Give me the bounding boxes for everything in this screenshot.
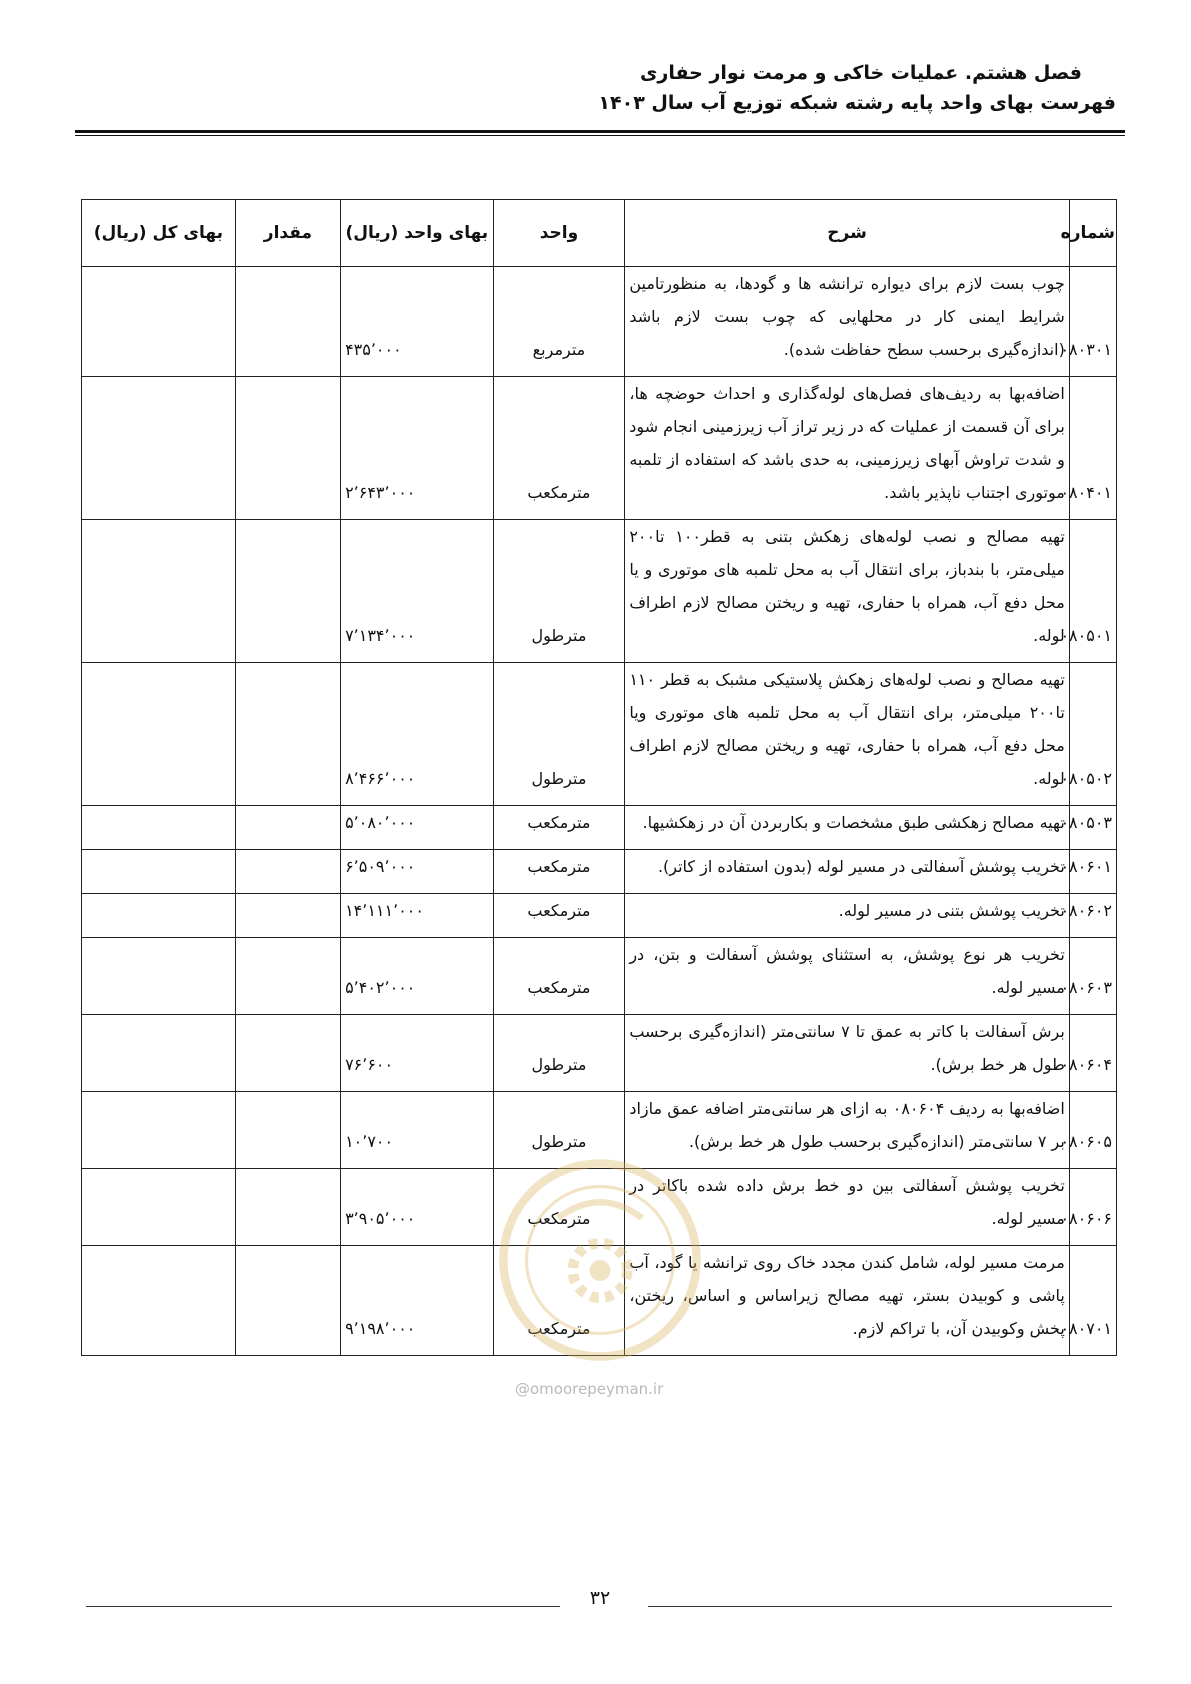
item-description: چوب بست لازم برای دیواره ترانشه ها و گودها، به منظورتامین شرایط ایمنی کار در محلهایی که چوب بست لازم باشد (اندازه‌گیری برحسب سطح حفاظت شده). [625, 267, 1070, 377]
item-description: اضافه‌بها به ردیف ۰۸۰۶۰۴ به ازای هر سانتی‌متر اضافه عمق مازاد بر ۷ سانتی‌متر (اندازه‌گیری برحسب طول هر خط برش). [625, 1092, 1070, 1169]
item-total-price[interactable] [82, 894, 236, 938]
column-header-description: شرح [625, 200, 1070, 267]
item-unit-price: ۹٬۱۹۸٬۰۰۰ [341, 1246, 494, 1356]
item-unit-price: ۲٬۶۴۳٬۰۰۰ [341, 377, 494, 520]
item-quantity[interactable] [235, 806, 340, 850]
item-total-price[interactable] [82, 806, 236, 850]
item-unit-price: ۷٬۱۳۴٬۰۰۰ [341, 520, 494, 663]
item-unit-price: ۴۳۵٬۰۰۰ [341, 267, 494, 377]
item-unit: مترمکعب [493, 938, 625, 1015]
item-total-price[interactable] [82, 1092, 236, 1169]
item-quantity[interactable] [235, 377, 340, 520]
table-row [82, 894, 1117, 938]
item-description: برش آسفالت با کاتر به عمق تا ۷ سانتی‌متر (اندازه‌گیری برحسب طول هر خط برش). [625, 1015, 1070, 1092]
item-quantity[interactable] [235, 1169, 340, 1246]
item-number: ۰۸۰۶۰۶ [1069, 1169, 1116, 1246]
column-header-total-price: بهای کل (ریال) [82, 200, 236, 267]
item-description: تخریب هر نوع پوشش، به استثنای پوشش آسفالت و بتن، در مسیر لوله. [625, 938, 1070, 1015]
item-number: ۰۸۰۳۰۱ [1069, 267, 1116, 377]
item-number: ۰۸۰۵۰۲ [1069, 663, 1116, 806]
item-unit-price: ۸٬۴۶۶٬۰۰۰ [341, 663, 494, 806]
price-list-title: فهرست بهای واحد پایه رشته شبکه توزیع آب سال ۱۴۰۳ [598, 92, 1116, 114]
item-number: ۰۸۰۵۰۱ [1069, 520, 1116, 663]
item-unit: مترمربع [493, 267, 625, 377]
table-row [82, 806, 1117, 850]
table-row [82, 938, 1117, 1015]
item-unit: مترمکعب [493, 1169, 625, 1246]
item-description: تخریب پوشش آسفالتی در مسیر لوله (بدون استفاده از کاتر). [625, 850, 1070, 894]
item-unit: مترمکعب [493, 850, 625, 894]
table-header-row [82, 200, 1117, 267]
table-row [82, 1015, 1117, 1092]
column-header-unit: واحد [493, 200, 625, 267]
item-unit: مترمکعب [493, 377, 625, 520]
item-unit-price: ۵٬۴۰۲٬۰۰۰ [341, 938, 494, 1015]
column-header-quantity: مقدار [235, 200, 340, 267]
item-description: مرمت مسیر لوله، شامل کندن مجدد خاک روی ترانشه یا گود، آب پاشی و کوبیدن بستر، تهیه مصالح زیراساس و اساس، ریختن، پخش وکوبیدن آن، با تراکم لازم. [625, 1246, 1070, 1356]
footer-rule-left [86, 1606, 560, 1607]
table-row [82, 850, 1117, 894]
item-total-price[interactable] [82, 850, 236, 894]
item-quantity[interactable] [235, 1092, 340, 1169]
item-description: اضافه‌بها به ردیف‌های فصل‌های لوله‌گذاری و احداث حوضچه ها، برای آن قسمت از عملیات که در زیر تراز آب زیرزمینی انجام شود و شدت تراوش آبهای زیرزمینی، به حدی باشد که استفاده از تلمبه موتوری اجتناب ناپذیر باشد. [625, 377, 1070, 520]
item-number: ۰۸۰۶۰۵ [1069, 1092, 1116, 1169]
item-quantity[interactable] [235, 520, 340, 663]
item-unit: مترمکعب [493, 894, 625, 938]
column-header-number: شماره [1069, 200, 1116, 267]
item-quantity[interactable] [235, 894, 340, 938]
item-quantity[interactable] [235, 267, 340, 377]
header-rule-thick [75, 130, 1125, 133]
table-row [82, 377, 1117, 520]
item-description: تخریب پوشش بتنی در مسیر لوله. [625, 894, 1070, 938]
item-quantity[interactable] [235, 1015, 340, 1092]
item-unit-price: ۳٬۹۰۵٬۰۰۰ [341, 1169, 494, 1246]
item-unit: مترمکعب [493, 1246, 625, 1356]
table-row [82, 1169, 1117, 1246]
item-unit: مترطول [493, 1015, 625, 1092]
item-unit: مترمکعب [493, 806, 625, 850]
header-rule-thin [75, 135, 1125, 136]
item-description: تخریب پوشش آسفالتی بین دو خط برش داده شده باکاتر در مسیر لوله. [625, 1169, 1070, 1246]
table-row [82, 663, 1117, 806]
table-row [82, 267, 1117, 377]
page-header [66, 58, 1116, 118]
item-total-price[interactable] [82, 1246, 236, 1356]
chapter-title: فصل هشتم. عملیات خاکی و مرمت نوار حفاری [640, 62, 1082, 84]
table-row [82, 1092, 1117, 1169]
table-row [82, 520, 1117, 663]
item-unit-price: ۷۶٬۶۰۰ [341, 1015, 494, 1092]
item-number: ۰۸۰۵۰۳ [1069, 806, 1116, 850]
item-unit-price: ۱۴٬۱۱۱٬۰۰۰ [341, 894, 494, 938]
item-unit-price: ۱۰٬۷۰۰ [341, 1092, 494, 1169]
item-unit-price: ۵٬۰۸۰٬۰۰۰ [341, 806, 494, 850]
item-number: ۰۸۰۶۰۳ [1069, 938, 1116, 1015]
item-number: ۰۸۰۶۰۴ [1069, 1015, 1116, 1092]
item-total-price[interactable] [82, 520, 236, 663]
table-row [82, 1246, 1117, 1356]
item-number: ۰۸۰۶۰۱ [1069, 850, 1116, 894]
item-total-price[interactable] [82, 1169, 236, 1246]
watermark-text: @omoorepeyman.ir [515, 1380, 664, 1398]
item-number: ۰۸۰۴۰۱ [1069, 377, 1116, 520]
footer-rule-right [648, 1606, 1112, 1607]
item-quantity[interactable] [235, 938, 340, 1015]
item-description: تهیه مصالح زهکشی طبق مشخصات و بکاربردن آن در زهکشیها. [625, 806, 1070, 850]
item-quantity[interactable] [235, 1246, 340, 1356]
item-unit: مترطول [493, 520, 625, 663]
item-number: ۰۸۰۶۰۲ [1069, 894, 1116, 938]
item-quantity[interactable] [235, 850, 340, 894]
item-quantity[interactable] [235, 663, 340, 806]
item-description: تهیه مصالح و نصب لوله‌های زهکش پلاستیکی مشبک به قطر ۱۱۰ تا۲۰۰ میلی‌متر، برای انتقال آب به محل تلمبه های موتوری ویا محل دفع آب، همراه با حفاری، تهیه و ریختن مصالح لازم اطراف لوله. [625, 663, 1070, 806]
item-unit: مترطول [493, 663, 625, 806]
item-total-price[interactable] [82, 377, 236, 520]
item-number: ۰۸۰۷۰۱ [1069, 1246, 1116, 1356]
item-unit-price: ۶٬۵۰۹٬۰۰۰ [341, 850, 494, 894]
page-number: ۳۲ [589, 1587, 611, 1609]
item-total-price[interactable] [82, 663, 236, 806]
price-table [81, 199, 1117, 1356]
item-unit: مترطول [493, 1092, 625, 1169]
item-total-price[interactable] [82, 267, 236, 377]
item-description: تهیه مصالح و نصب لوله‌های زهکش بتنی به قطر۱۰۰ تا۲۰۰ میلی‌متر، با بندباز، برای انتقال آب به محل تلمبه های موتوری و یا محل دفع آب، همراه با حفاری، تهیه و ریختن مصالح لازم اطراف لوله. [625, 520, 1070, 663]
item-total-price[interactable] [82, 1015, 236, 1092]
item-total-price[interactable] [82, 938, 236, 1015]
column-header-unit-price: بهای واحد (ریال) [341, 200, 494, 267]
